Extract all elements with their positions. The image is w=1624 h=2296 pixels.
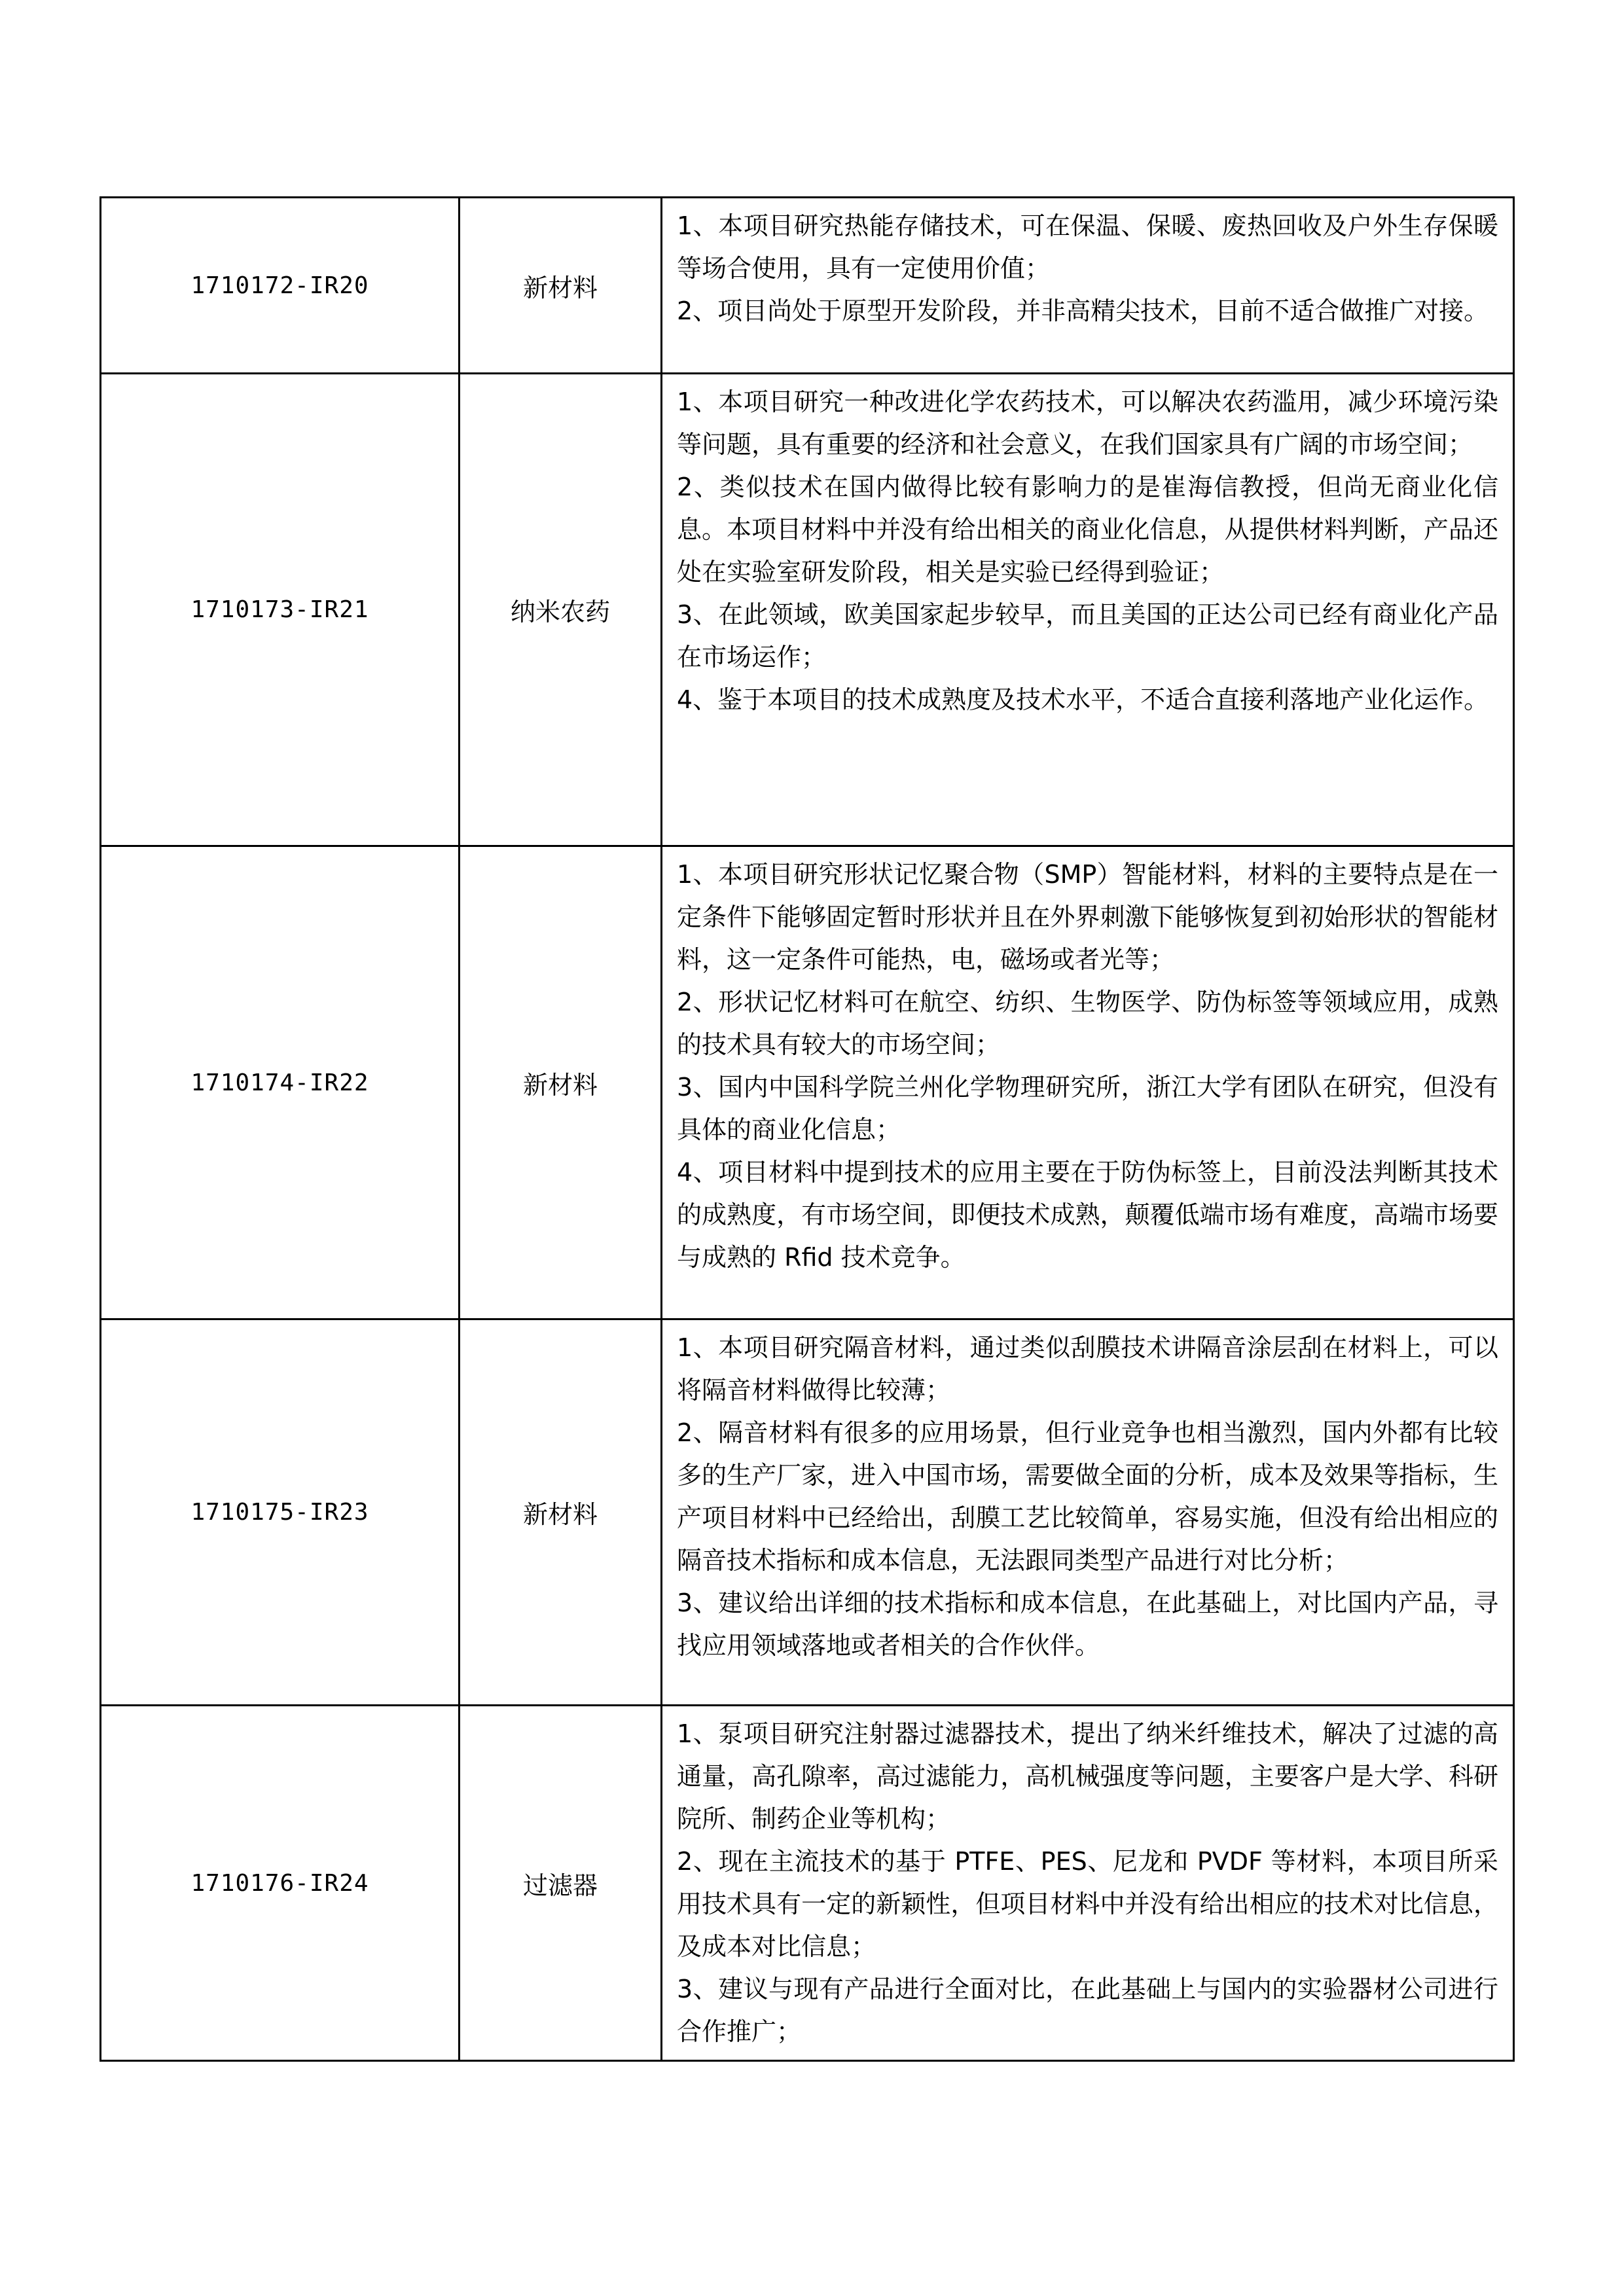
table-row — [101, 374, 1514, 846]
assessment-cell — [662, 1706, 1514, 2061]
assessment-item: 1、本项目研究隔音材料，通过类似刮膜技术讲隔音涂层刮在材料上，可以将隔音材料做得比较薄； — [677, 1333, 1498, 1405]
category-cell: 新材料 — [460, 1319, 662, 1706]
table-row — [101, 1319, 1514, 1706]
assessment-item: 2、隔音材料有很多的应用场景，但行业竞争也相当激烈，国内外都有比较多的生产厂家，进入中国市场，需要做全面的分析，成本及效果等指标，生产项目材料中已经给出，刮膜工艺比较简单，容易实施，但没有给出相应的隔音技术指标和成本信息，无法跟同类型产品进行对比分析； — [677, 1418, 1498, 1575]
table-row — [101, 198, 1514, 374]
assessment-item: 1、本项目研究热能存储技术，可在保温、保暖、废热回收及户外生存保暖等场合使用，具有一定使用价值； — [677, 211, 1498, 283]
evaluation-table — [99, 196, 1515, 2062]
assessment-cell — [662, 198, 1514, 374]
assessment-cell — [662, 846, 1514, 1319]
assessment-item: 2、形状记忆材料可在航空、纺织、生物医学、防伪标签等领域应用，成熟的技术具有较大的市场空间； — [677, 988, 1498, 1059]
assessment-item: 3、国内中国科学院兰州化学物理研究所，浙江大学有团队在研究，但没有具体的商业化信息； — [677, 1073, 1498, 1144]
assessment-item: 3、建议给出详细的技术指标和成本信息，在此基础上，对比国内产品，寻找应用领域落地或者相关的合作伙伴。 — [677, 1588, 1498, 1660]
assessment-item: 3、建议与现有产品进行全面对比，在此基础上与国内的实验器材公司进行合作推广； — [677, 1975, 1498, 2046]
category-cell: 纳米农药 — [460, 374, 662, 846]
assessment-item: 2、现在主流技术的基于 PTFE、PES、尼龙和 PVDF 等材料，本项目所采用技术具有一定的新颖性，但项目材料中并没有给出相应的技术对比信息，及成本对比信息； — [677, 1847, 1498, 1961]
project-id-cell: 1710174-IR22 — [101, 846, 460, 1319]
assessment-item: 3、在此领域，欧美国家起步较早，而且美国的正达公司已经有商业化产品在市场运作； — [677, 600, 1498, 672]
assessment-item: 4、鉴于本项目的技术成熟度及技术水平，不适合直接利落地产业化运作。 — [677, 685, 1489, 714]
assessment-item: 4、项目材料中提到技术的应用主要在于防伪标签上，目前没法判断其技术的成熟度，有市场空间，即便技术成熟，颠覆低端市场有难度，高端市场要与成熟的 Rfid 技术竞争。 — [677, 1158, 1498, 1272]
project-id-cell: 1710172-IR20 — [101, 198, 460, 374]
assessment-item: 2、类似技术在国内做得比较有影响力的是崔海信教授，但尚无商业化信息。本项目材料中并没有给出相关的商业化信息，从提供材料判断，产品还处在实验室研发阶段，相关是实验已经得到验证； — [677, 473, 1498, 586]
assessment-cell — [662, 1319, 1514, 1706]
assessment-item: 1、本项目研究形状记忆聚合物（SMP）智能材料，材料的主要特点是在一定条件下能够固定暂时形状并且在外界刺激下能够恢复到初始形状的智能材料，这一定条件可能热，电，磁场或者光等； — [677, 860, 1498, 974]
category-cell: 新材料 — [460, 846, 662, 1319]
project-id-cell: 1710176-IR24 — [101, 1706, 460, 2061]
category-cell: 新材料 — [460, 198, 662, 374]
assessment-item: 1、本项目研究一种改进化学农药技术，可以解决农药滥用，减少环境污染等问题，具有重要的经济和社会意义，在我们国家具有广阔的市场空间； — [677, 387, 1498, 459]
table-row — [101, 846, 1514, 1319]
assessment-cell — [662, 374, 1514, 846]
assessment-item: 1、泵项目研究注射器过滤器技术，提出了纳米纤维技术，解决了过滤的高通量，高孔隙率，高过滤能力，高机械强度等问题，主要客户是大学、科研院所、制药企业等机构； — [677, 1719, 1498, 1833]
project-id-cell: 1710175-IR23 — [101, 1319, 460, 1706]
table-row — [101, 1706, 1514, 2061]
assessment-item: 2、项目尚处于原型开发阶段，并非高精尖技术，目前不适合做推广对接。 — [677, 296, 1489, 325]
category-cell: 过滤器 — [460, 1706, 662, 2061]
project-id-cell: 1710173-IR21 — [101, 374, 460, 846]
